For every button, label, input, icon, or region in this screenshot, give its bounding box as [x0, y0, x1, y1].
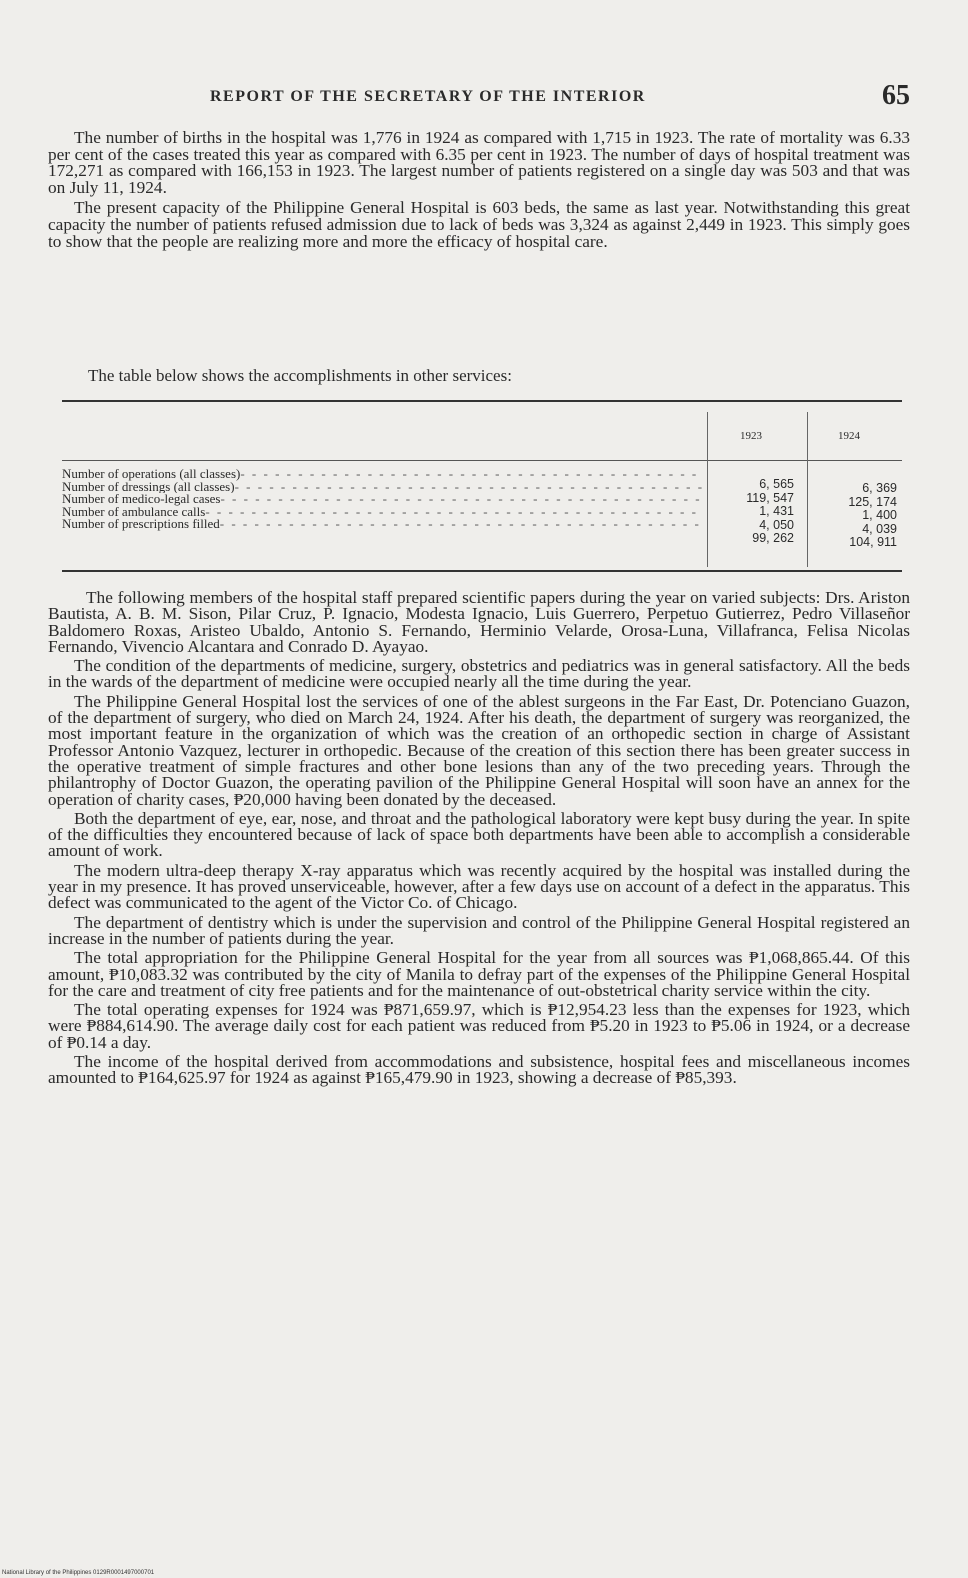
intro-section: [48, 130, 910, 250]
table-cell: 125, 174: [848, 494, 897, 509]
page-number: 65: [882, 80, 910, 111]
paragraph-births: The number of births in the hospital was 1,776 in 1924 as compared with 1,715 in 1923. The rate of mortality was 6.33 per cent of the cases treated this year as compared with 6.35 per cent in 1923. The number of days of hospital treatment was 172,271 as compared with 166,153 in 1923. The largest number of patients registered on a single day was 503 and that was on July 11, 1924.: [48, 128, 910, 197]
paragraph-staff-papers: The following members of the hospital staff prepared scientific papers during the year on varied subjects: Drs. Ariston Bautista, A. B. M. Sison, Pilar Cruz, P. Ignacio, Modesta Ignacio, Luis Guerrero, Perpetuo Gutierrez, Pedro Villaseñor Baldomero Roxas, Aristeo Ubaldo, Antonio S. Fernando, Herminio Velarde, Orosa-Luna, Villafranca, Felisa Nicolas Fernando, Vivencio Alcantara and Conrado D. Ayayao.: [48, 588, 910, 656]
paragraph-eye-ear: Both the department of eye, ear, nose, and throat and the pathological laboratory were kept busy during the year. In spite of the difficulties they encountered because of lack of space both departments have been able to accomplish a considerable amount of work.: [48, 808, 910, 861]
paragraph-dentistry: The department of dentistry which is under the supervision and control of the Philippine General Hospital registered an increase in the number of patients during the year.: [48, 912, 910, 948]
archive-footer: National Library of the Philippines 0129R0001497000701: [2, 1570, 155, 1576]
column-1923-values: [728, 478, 794, 546]
main-body: [48, 590, 910, 1087]
table-bottom-rule: [62, 570, 902, 572]
table-row-label: Number of dressings (all classes) - - -: [62, 481, 702, 494]
table-cell: 6, 565: [759, 477, 794, 491]
running-title: REPORT OF THE SECRETARY OF THE INTERIOR: [210, 88, 646, 105]
table-cell: 4, 039: [862, 521, 897, 536]
table-row-label: Number of prescriptions filled - - -: [62, 518, 702, 531]
paragraph-xray: The modern ultra-deep therapy X-ray apparatus which was recently acquired by the hospital was installed during the year in my presence. It has proved unserviceable, however, after a few days use on account of a defect in the apparatus. This defect was communicated to the agent of the Victor Co. of Chicago.: [48, 860, 910, 913]
table-cell: 1, 431: [759, 504, 794, 518]
table-cell: 104, 911: [849, 535, 897, 549]
table-cell: 4, 050: [759, 517, 794, 532]
table-header-rule: [62, 460, 902, 461]
table-intro: The table below shows the accomplishments in other services:: [88, 366, 512, 385]
table-cell: 99, 262: [752, 531, 794, 545]
column-header-1923: 1923: [740, 430, 762, 442]
paragraph-guazon: The Philippine General Hospital lost the services of one of the ablest surgeons in the Far East, Dr. Potenciano Guazon, of the department of surgery, who died on March 24, 1924. After his death, the department of surgery was reorganized, the most important feature in the organization of which was the creation of an orthopedic section in charge of Assistant Professor Antonio Vazquez, lecturer in orthopedic. Because of the creation of this section there has been greater success in the operative treatment of simple fractures and other bone lesions than any of the two preceding years. Through the philantrophy of Doctor Guazon, the operating pavilion of the Philippine General Hospital will soon have an annex for the operation of charity cases, ₱20,000 having been donated by the deceased.: [48, 691, 910, 809]
services-table: [62, 400, 902, 576]
table-row-label: Number of operations (all classes) - - -: [62, 468, 702, 481]
page-header: [60, 80, 910, 116]
paragraph-departments: The condition of the departments of medicine, surgery, obstetrics and pediatrics was in general satisfactory. All the beds in the wards of the department of medicine were occupied nearly all the time during the year.: [48, 656, 910, 692]
table-cell: 6, 369: [862, 481, 897, 495]
table-cell: 119, 547: [746, 490, 794, 505]
paragraph-appropriation: The total appropriation for the Philippine General Hospital for the year from all sources was ₱1,068,865.44. Of this amount, ₱10,083.32 was contributed by the city of Manila to defray part of the expenses of the Philippine General Hospital for the care and treatment of city free patients and for the maintenance of out-obstetrical charity service within the city.: [48, 948, 910, 1000]
table-column-divider: [807, 412, 808, 567]
paragraph-capacity: The present capacity of the Philippine General Hospital is 603 beds, the same as last year. Notwithstanding this great capacity the number of patients refused admission due to lack of beds was 3,324 as against 2,449 in 1923. This simply goes to show that the people are realizing more and more the efficacy of hospital care.: [48, 198, 910, 251]
paragraph-expenses: The total operating expenses for 1924 was ₱871,659.97, which is ₱12,954.23 less than the expenses for 1923, which were ₱884,614.90. The average daily cost for each patient was reduced from ₱5.20 in 1923 to ₱5.06 in 1924, or a decrease of ₱0.14 a day.: [48, 1000, 910, 1052]
row-labels: [62, 468, 702, 531]
column-1924-values: [812, 482, 897, 550]
table-cell: 1, 400: [862, 508, 897, 522]
table-row-label: Number of medico-legal cases - - -: [62, 493, 702, 506]
column-header-1924: 1924: [838, 430, 860, 442]
table-row-label: Number of ambulance calls - - -: [62, 506, 702, 519]
paragraph-income: The income of the hospital derived from accommodations and subsistence, hospital fees and miscellaneous incomes amounted to ₱164,625.97 for 1924 as against ₱165,479.90 in 1923, showing a decrease of ₱85,393.: [48, 1052, 910, 1088]
table-top-rule: [62, 400, 902, 402]
table-column-divider: [707, 412, 708, 567]
